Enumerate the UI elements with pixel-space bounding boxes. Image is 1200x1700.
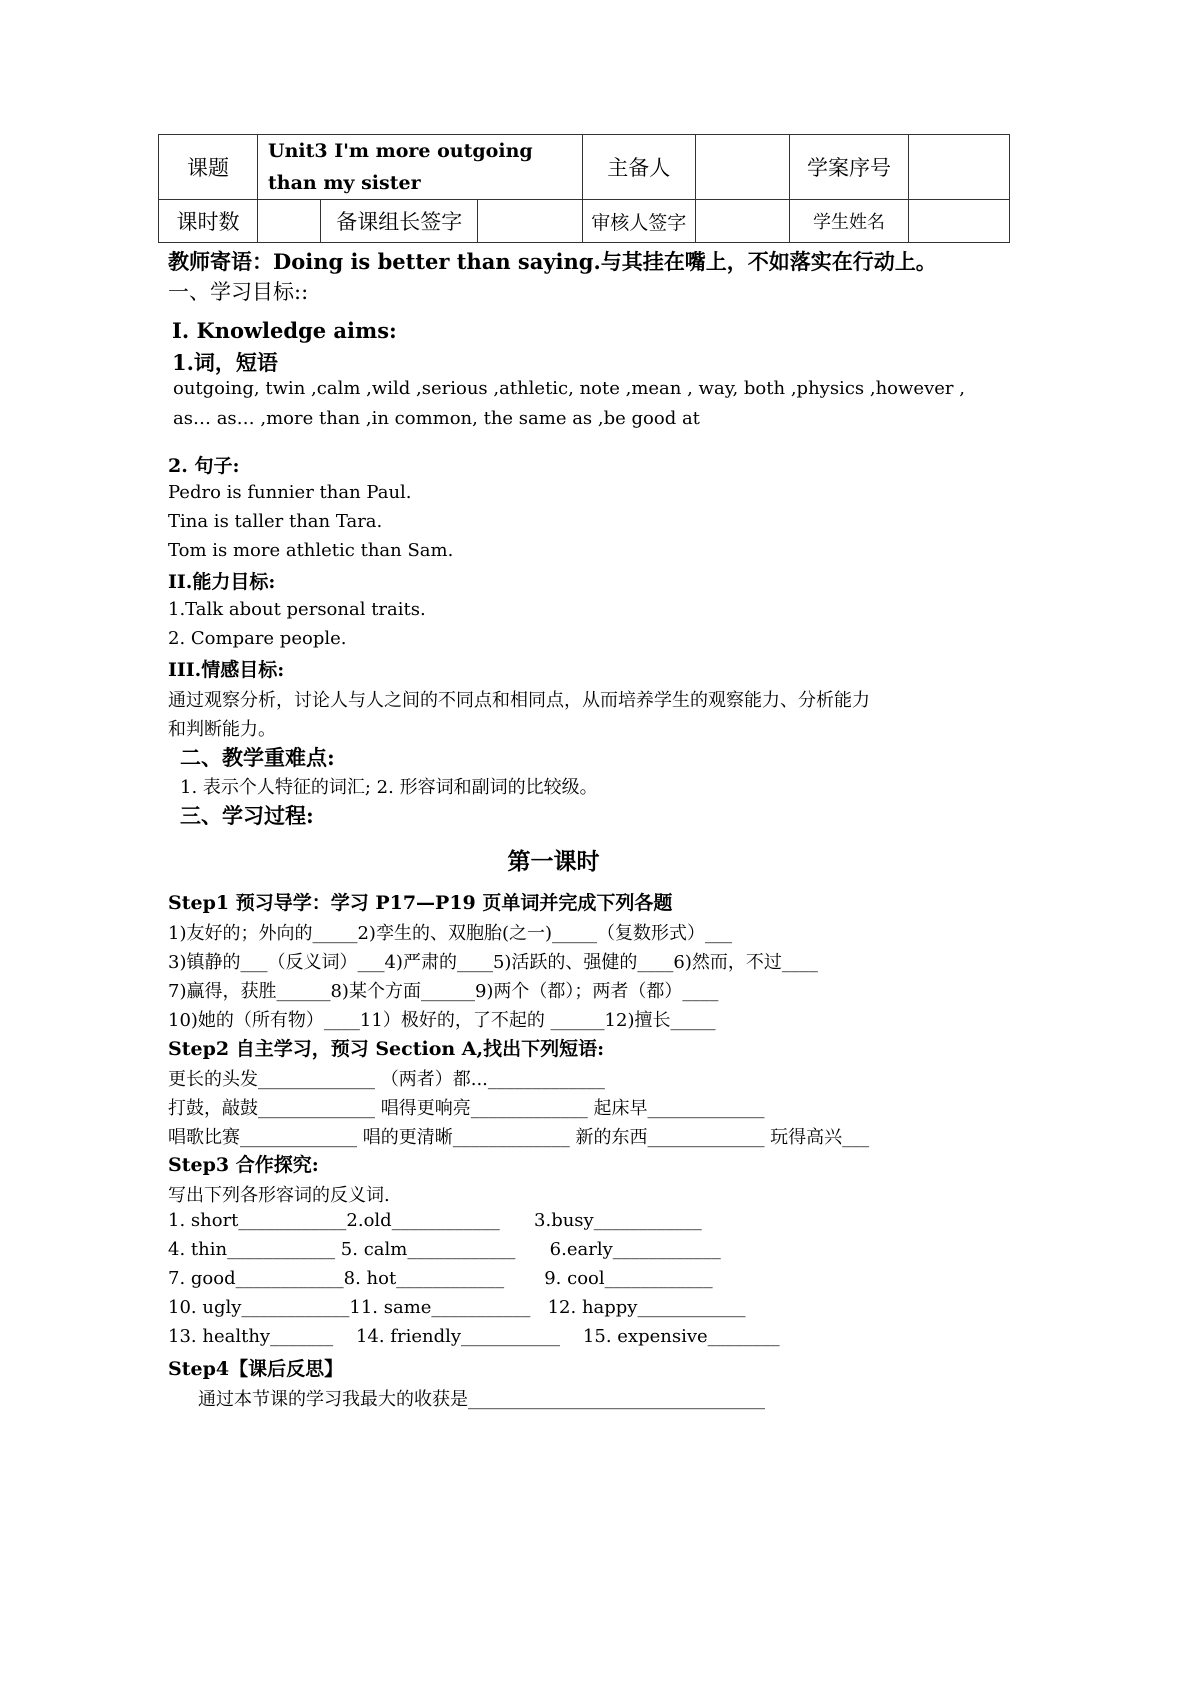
text-line: 和判断能力。: [168, 719, 276, 740]
cell: 主备人: [583, 135, 696, 200]
exercise-line: 10)她的（所有物）____11）极好的，了不起的 ______12)擅长_____: [168, 1010, 716, 1031]
cell: 课时数: [159, 200, 258, 243]
exercise-line: 1)友好的；外向的_____2)孪生的、双胞胎(之一)_____（复数形式）___: [168, 923, 732, 944]
teacher-motto: 教师寄语：Doing is better than saying.与其挂在嘴上，不如落实在行动上。: [168, 249, 937, 274]
header-row: [159, 200, 1010, 243]
cell: 备课组长签字: [321, 200, 478, 243]
lesson-title: 第一课时: [507, 848, 600, 875]
cell: [478, 200, 583, 243]
cell: 课题: [159, 135, 258, 200]
header-table: [158, 134, 1010, 243]
reflection-line: 通过本节课的学习我最大的收获是_________________________________: [198, 1389, 765, 1410]
cell: [695, 135, 789, 200]
subheading: I. Knowledge aims:: [172, 318, 397, 343]
step-heading: Step3 合作探究:: [168, 1154, 319, 1176]
text-line: 2. Compare people.: [168, 628, 347, 649]
text-line: 通过观察分析，讨论人与人之间的不同点和相同点，从而培养学生的观察能力、分析能力: [168, 690, 870, 711]
exercise-line: 1. short____________2.old____________ 3.busy____________: [168, 1210, 702, 1231]
cell: 学案序号: [790, 135, 909, 200]
step-heading: Step4【课后反思】: [168, 1358, 344, 1380]
step-heading: Step2 自主学习，预习 Section A,找出下列短语:: [168, 1038, 605, 1060]
sentence: Tom is more athletic than Sam.: [168, 540, 454, 561]
sentence: Tina is taller than Tara.: [168, 511, 383, 532]
subheading: II.能力目标:: [168, 571, 276, 593]
exercise-line: 13. healthy_______ 14. friendly___________ 15. expensive________: [168, 1326, 780, 1347]
cell: [909, 135, 1010, 200]
sentence: Pedro is funnier than Paul.: [168, 482, 412, 503]
section-heading: 三、学习过程:: [180, 803, 314, 828]
cell: [909, 200, 1010, 243]
header-row: [159, 135, 1010, 200]
step-heading: Step1 预习导学：学习 P17—P19 页单词并完成下列各题: [168, 892, 673, 914]
section-heading: 二、教学重难点:: [180, 745, 335, 770]
cell: 审核人签字: [583, 200, 696, 243]
vocab-line: outgoing, twin ,calm ,wild ,serious ,athletic, note ,mean , way, both ,physics ,however ,: [173, 378, 965, 399]
section-heading: 一、学习目标::: [168, 280, 309, 304]
text-line: 1.Talk about personal traits.: [168, 599, 426, 620]
exercise-line: 更长的头发_____________ （两者）都..._____________: [168, 1069, 605, 1090]
subheading: III.情感目标:: [168, 659, 285, 681]
lesson-topic: Unit3 I'm more outgoing than my sister: [258, 135, 583, 200]
text-line: 写出下列各形容词的反义词.: [168, 1185, 390, 1206]
exercise-line: 唱歌比赛_____________ 唱的更清晰_____________ 新的东西_____________ 玩得高兴___: [168, 1127, 870, 1148]
exercise-line: 7)赢得，获胜______8)某个方面______9)两个（都）；两者（都）____: [168, 981, 719, 1002]
exercise-line: 4. thin____________ 5. calm____________ 6.early____________: [168, 1239, 721, 1260]
subheading: 2. 句子:: [168, 455, 240, 477]
vocab-line: as… as… ,more than ,in common, the same as ,be good at: [173, 408, 700, 429]
cell: [258, 200, 321, 243]
exercise-line: 10. ugly____________11. same___________ 12. happy____________: [168, 1297, 746, 1318]
cell: 学生姓名: [790, 200, 909, 243]
cell: [695, 200, 789, 243]
text-line: 1. 表示个人特征的词汇; 2. 形容词和副词的比较级。: [180, 777, 598, 798]
exercise-line: 7. good____________8. hot____________ 9. cool____________: [168, 1268, 713, 1289]
exercise-line: 3)镇静的___（反义词）___4)严肃的____5)活跃的、强健的____6)然而，不过____: [168, 952, 818, 973]
subheading: 1.词，短语: [172, 350, 278, 375]
exercise-line: 打鼓，敲鼓_____________ 唱得更响亮_____________ 起床早_____________: [168, 1098, 765, 1119]
